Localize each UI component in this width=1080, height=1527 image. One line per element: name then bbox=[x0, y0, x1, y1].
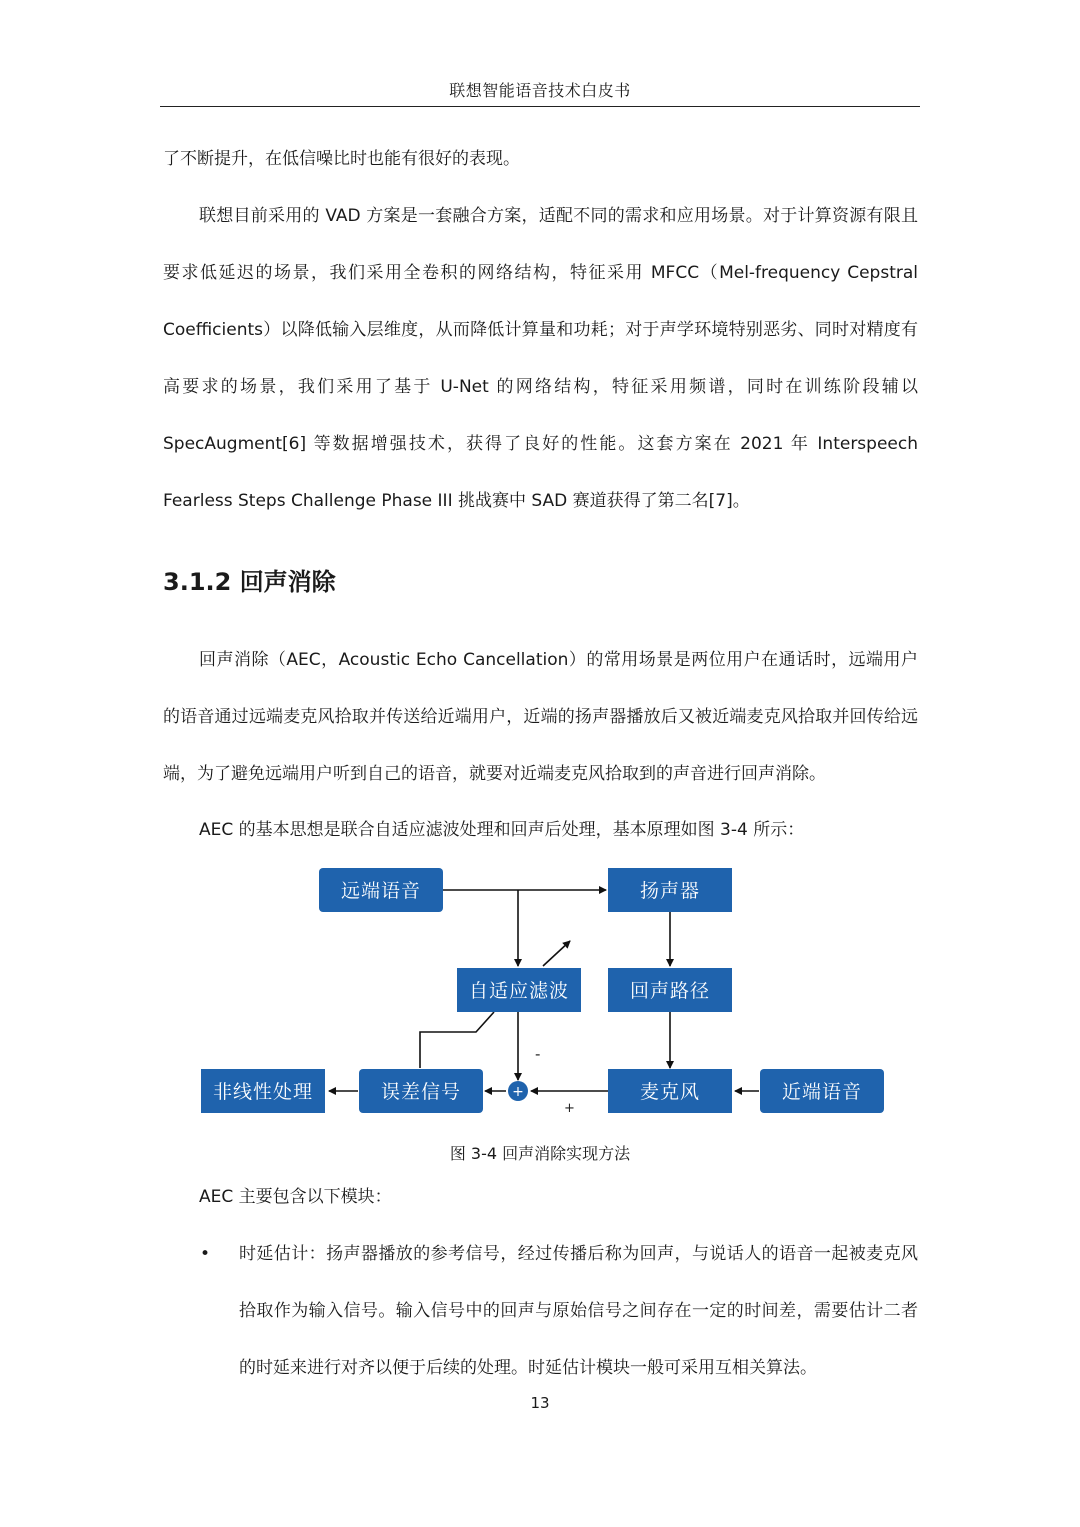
section-heading: 3.1.2 回声消除 bbox=[163, 568, 336, 596]
adaptive-adjust-arrow bbox=[543, 941, 570, 966]
minus-label: - bbox=[535, 1045, 541, 1063]
aec-diagram bbox=[198, 862, 888, 1122]
sum-node-symbol: + bbox=[512, 1084, 524, 1100]
paragraph-vad-scheme: 联想目前采用的 VAD 方案是一套融合方案，适配不同的需求和应用场景。对于计算资源有限且要求低延迟的场景，我们采用全卷积的网络结构，特征采用 MFCC（Mel-frequency Cepstral Coefficients）以降低输入层维度，从而降低计算量和功耗；对于声学环境特别恶劣、同时对精度有高要求的场景，我们采用了基于 U-Net 的网络结构，特征采用频谱，同时在训练阶段辅以 SpecAugment[6] 等数据增强技术，获得了良好的性能。这套方案在 2021 年 Interspeech Fearless Steps Challenge Phase III 挑战赛中 SAD 赛道获得了第二名[7]。 bbox=[163, 206, 918, 511]
svg-text:自适应滤波: 自适应滤波 bbox=[468, 980, 570, 1002]
bullet-delay-estimation: 时延估计：扬声器播放的参考信号，经过传播后称为回声，与说话人的语音一起被麦克风拾取作为输入信号。输入信号中的回声与原始信号之间存在一定的时间差，需要估计二者的时延来进行对齐以便于后续的处理。时延估计模块一般可采用互相关算法。 bbox=[239, 1244, 918, 1378]
svg-text:非线性处理: 非线性处理 bbox=[212, 1081, 314, 1103]
box-echo-path bbox=[608, 968, 732, 1012]
error-feedback-line bbox=[420, 1012, 494, 1068]
svg-text:近端语音: 近端语音 bbox=[781, 1081, 863, 1103]
paragraph-continuation: 了不断提升，在低信噪比时也能有很好的表现。 bbox=[163, 149, 520, 169]
svg-text:远端语音: 远端语音 bbox=[340, 880, 422, 902]
plus-label: + bbox=[564, 1101, 575, 1116]
svg-text:扬声器: 扬声器 bbox=[639, 880, 701, 902]
bullet-marker: • bbox=[200, 1244, 211, 1264]
box-adaptive-filter bbox=[457, 968, 581, 1012]
box-far-speech bbox=[319, 868, 443, 912]
page-number: 13 bbox=[530, 1394, 550, 1412]
box-near-speech bbox=[760, 1069, 884, 1113]
running-header: 联想智能语音技术白皮书 bbox=[449, 81, 631, 100]
box-speaker bbox=[608, 868, 732, 912]
box-microphone bbox=[608, 1069, 732, 1113]
figure-caption: 图 3-4 回声消除实现方法 bbox=[449, 1144, 631, 1163]
svg-text:误差信号: 误差信号 bbox=[380, 1081, 462, 1103]
svg-text:麦克风: 麦克风 bbox=[639, 1081, 701, 1103]
paragraph-aec-principle: AEC 的基本思想是联合自适应滤波处理和回声后处理，基本原理如图 3-4 所示： bbox=[199, 820, 805, 840]
box-nonlinear-processing bbox=[201, 1069, 325, 1113]
header-rule bbox=[160, 106, 920, 107]
box-error-signal bbox=[359, 1069, 483, 1113]
paragraph-aec-intro: 回声消除（AEC，Acoustic Echo Cancellation）的常用场景是两位用户在通话时，远端用户的语音通过远端麦克风拾取并传送给近端用户，近端的扬声器播放后又被近端麦克风拾取并回传给远端，为了避免远端用户听到自己的语音，就要对近端麦克风拾取到的声音进行回声消除。 bbox=[163, 650, 918, 784]
paragraph-aec-modules: AEC 主要包含以下模块： bbox=[199, 1187, 392, 1207]
svg-text:回声路径: 回声路径 bbox=[629, 980, 711, 1002]
